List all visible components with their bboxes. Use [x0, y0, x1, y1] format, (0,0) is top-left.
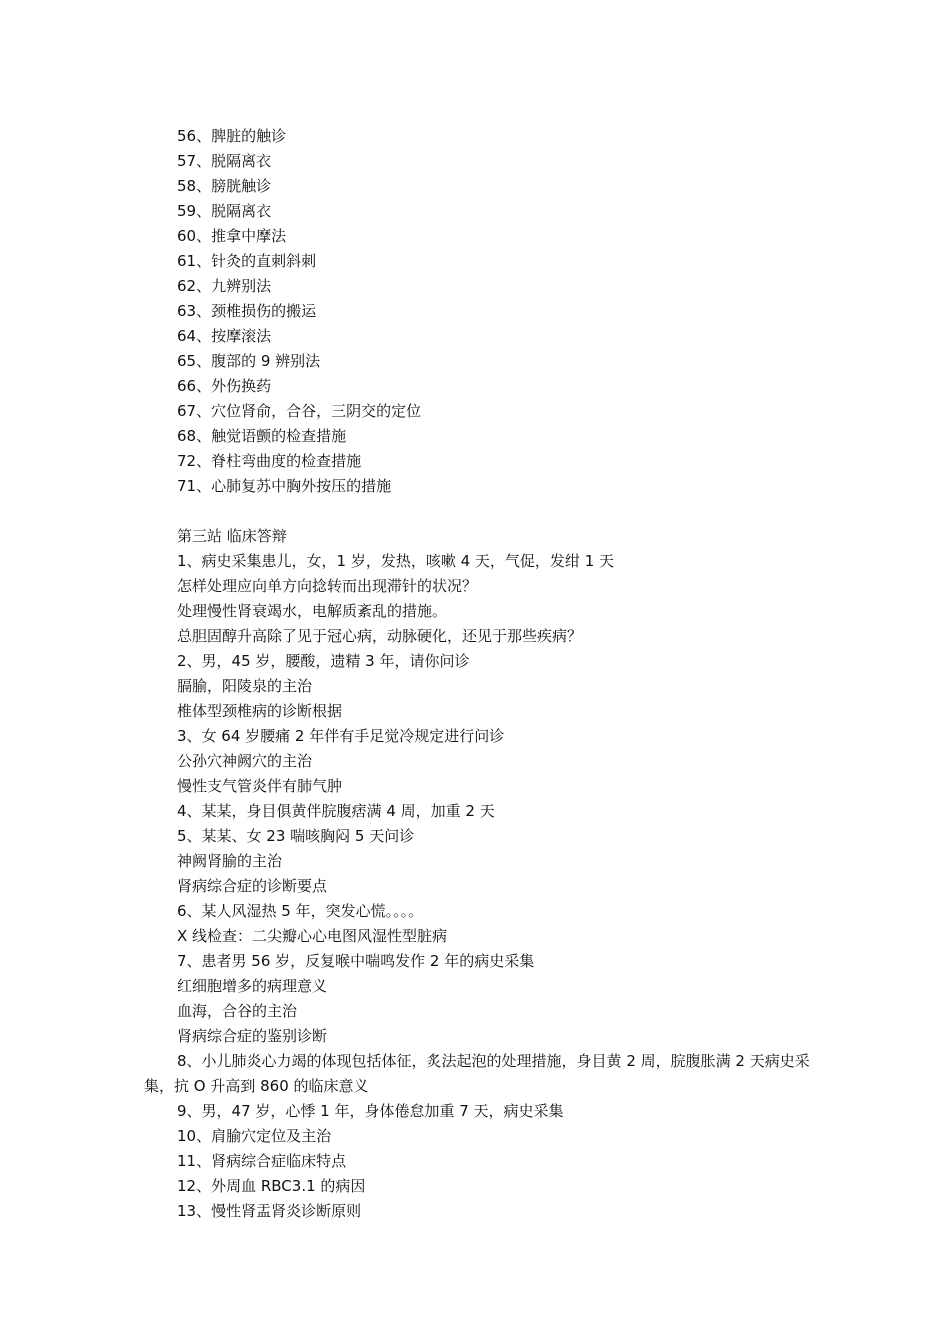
- list-item: 65、腹部的 9 辨别法: [177, 352, 321, 370]
- list-item: 4、某某，身目俱黄伴脘腹痞满 4 周，加重 2 天: [177, 802, 495, 820]
- list-item: 慢性支气管炎伴有肺气肿: [177, 777, 343, 795]
- list-item: 1、病史采集患儿，女，1 岁，发热，咳嗽 4 天，气促，发绀 1 天: [177, 552, 615, 570]
- list-item: 13、慢性肾盂肾炎诊断原则: [177, 1202, 362, 1220]
- list-item: 7、患者男 56 岁，反复喉中喘鸣发作 2 年的病史采集: [177, 952, 535, 970]
- list-item: 56、脾脏的触诊: [177, 127, 287, 145]
- list-item: 12、外周血 RBC3.1 的病因: [177, 1177, 366, 1195]
- list-item: 61、针灸的直刺斜刺: [177, 252, 317, 270]
- list-item: 5、某某、女 23 喘咳胸闷 5 天问诊: [177, 827, 415, 845]
- list-item: 怎样处理应向单方向捻转而出现滞针的状况？: [177, 577, 478, 595]
- list-item: 59、脱隔离衣: [177, 202, 272, 220]
- list-item: 肾病综合症的鉴别诊断: [177, 1027, 328, 1045]
- list-item: 6、某人风湿热 5 年，突发心慌。。。。: [177, 902, 424, 920]
- list-item: 10、肩腧穴定位及主治: [177, 1127, 332, 1145]
- list-item: 3、女 64 岁腰痛 2 年伴有手足觉冷规定进行问诊: [177, 727, 505, 745]
- list-item: 9、男，47 岁，心悸 1 年，身体倦怠加重 7 天，病史采集: [177, 1102, 564, 1120]
- list-item: 64、按摩滚法: [177, 327, 272, 345]
- list-item: 肾病综合症的诊断要点: [177, 877, 328, 895]
- list-item: 57、脱隔离衣: [177, 152, 272, 170]
- section-heading: 第三站 临床答辩: [177, 527, 287, 545]
- list-item: 72、脊柱弯曲度的检查措施: [177, 452, 362, 470]
- list-item: 63、颈椎损伤的搬运: [177, 302, 317, 320]
- document-body: [144, 124, 814, 1224]
- list-item: 血海，合谷的主治: [177, 1002, 298, 1020]
- list-item: 公孙穴神阙穴的主治: [177, 752, 313, 770]
- list-item: 62、九辨别法: [177, 277, 272, 295]
- list-item-wrapped: 8、小儿肺炎心力竭的体现包括体征，炙法起泡的处理措施，身目黄 2 周，脘腹胀满 2 天病史采集，抗 O 升高到 860 的临床意义: [144, 1052, 810, 1095]
- list-item: 67、穴位肾俞，合谷，三阴交的定位: [177, 402, 422, 420]
- list-item: 椎体型颈椎病的诊断根据: [177, 702, 343, 720]
- blank-line: [144, 499, 814, 524]
- list-item: X 线检查：二尖瓣心心电图风湿性型脏病: [177, 927, 448, 945]
- list-item: 68、触觉语颤的检查措施: [177, 427, 347, 445]
- list-item: 2、男，45 岁，腰酸，遗精 3 年，请你问诊: [177, 652, 470, 670]
- list-item: 71、心肺复苏中胸外按压的措施: [177, 477, 392, 495]
- list-item: 红细胞增多的病理意义: [177, 977, 328, 995]
- list-item: 总胆固醇升高除了见于冠心病，动脉硬化，还见于那些疾病？: [177, 627, 583, 645]
- list-item: 处理慢性肾衰竭水，电解质紊乱的措施。: [177, 602, 448, 620]
- list-item: 58、膀胱触诊: [177, 177, 272, 195]
- list-item: 66、外伤换药: [177, 377, 272, 395]
- list-item: 60、推拿中摩法: [177, 227, 287, 245]
- list-item: 神阙肾腧的主治: [177, 852, 283, 870]
- list-item: 11、肾病综合症临床特点: [177, 1152, 347, 1170]
- list-item: 膈腧，阳陵泉的主治: [177, 677, 313, 695]
